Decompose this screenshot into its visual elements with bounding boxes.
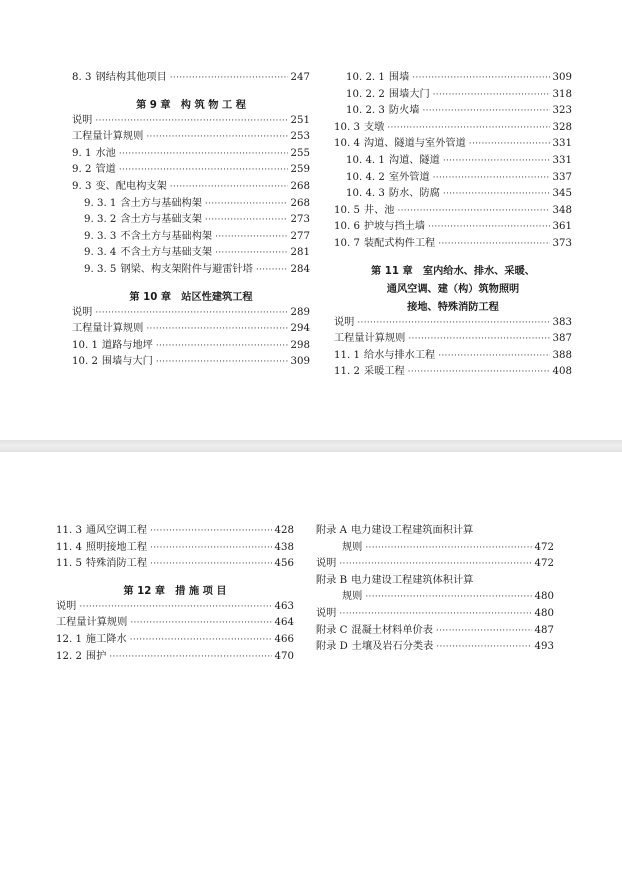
toc-entry[interactable] <box>316 624 554 638</box>
toc-entry-number: 10. 6 <box>334 221 360 233</box>
toc-entry-title: 围墙与大门 <box>101 356 153 368</box>
toc-entry[interactable] <box>84 246 310 260</box>
toc-entry-title: 施工降水 <box>85 634 127 645</box>
toc-entry[interactable] <box>334 365 572 379</box>
toc-entry-number: 11. 1 <box>334 349 360 361</box>
dot-leader <box>215 230 287 244</box>
dot-leader <box>428 220 550 234</box>
toc-entry-title: 说明 <box>72 114 93 126</box>
toc-entry[interactable] <box>72 306 310 320</box>
dot-leader <box>150 541 272 555</box>
dot-leader <box>205 213 288 227</box>
toc-entry[interactable] <box>72 114 310 128</box>
toc-page-number: 480 <box>534 608 554 619</box>
dot-leader <box>119 163 288 177</box>
dot-leader <box>150 524 272 538</box>
dot-leader <box>436 624 532 638</box>
dot-leader <box>146 130 287 144</box>
toc-page-number: 345 <box>552 188 572 200</box>
chapter-heading: 第 12 章 措 施 项 目 <box>123 585 227 597</box>
toc-page-number: 464 <box>274 617 294 629</box>
toc-entry-number: 8. 3 <box>72 72 92 83</box>
toc-page-number: 309 <box>290 356 310 368</box>
toc-entry-title: 说明 <box>72 306 93 318</box>
dot-leader <box>79 600 271 614</box>
toc-entry-number: 10. 1 <box>72 339 98 351</box>
toc-entry[interactable] <box>316 607 554 621</box>
toc-page-number: 294 <box>290 323 310 335</box>
dot-leader <box>150 557 272 571</box>
toc-entry-number: 10. 5 <box>334 204 360 216</box>
chapter-heading: 接地、特殊消防工程 <box>407 301 499 313</box>
dot-leader <box>205 197 288 211</box>
dot-leader <box>130 633 272 647</box>
toc-entry-title: 通风空调工程 <box>85 525 148 536</box>
toc-entry[interactable] <box>56 557 294 571</box>
toc-entry-number: 11. 5 <box>56 558 82 570</box>
toc-entry-number: 10. 7 <box>334 238 360 249</box>
toc-entry-number: 9. 1 <box>72 147 92 159</box>
dot-leader <box>365 541 531 555</box>
toc-entry[interactable] <box>346 88 572 102</box>
toc-page-number: 466 <box>274 634 294 645</box>
toc-page-number: 281 <box>290 247 310 259</box>
toc-entry-title: 钢结构其他项目 <box>95 72 167 83</box>
toc-entry-title: 防火墙 <box>388 105 420 117</box>
toc-entry[interactable] <box>84 263 310 277</box>
toc-page-number: 361 <box>552 221 572 233</box>
toc-entry-number: 10. 3 <box>334 121 360 133</box>
toc-entry-number: 9. 2 <box>72 164 92 176</box>
toc-entry-title: 室外管道 <box>388 171 430 183</box>
toc-entry[interactable] <box>316 524 554 538</box>
toc-page-number: 247 <box>290 72 310 83</box>
toc-entry[interactable] <box>56 650 294 664</box>
toc-entry-number: 12. 2 <box>56 650 82 662</box>
dot-leader <box>156 355 288 369</box>
toc-entry-title: 工程量计算规则 <box>56 617 128 629</box>
toc-page-number: 331 <box>552 138 572 150</box>
toc-entry-number: 附录 C <box>316 624 348 636</box>
dot-leader <box>387 121 549 135</box>
toc-entry[interactable] <box>334 121 572 135</box>
toc-entry[interactable] <box>72 355 310 369</box>
toc-page-number: 318 <box>552 88 572 100</box>
toc-page-number: 480 <box>534 591 554 603</box>
page-separator <box>0 440 622 452</box>
toc-entry-number: 11. 4 <box>56 541 82 553</box>
toc-entry[interactable] <box>84 197 310 211</box>
dot-leader <box>95 114 287 128</box>
toc-entry-title: 土壤及岩石分类表 <box>351 641 434 653</box>
toc-page-number: 456 <box>274 558 294 570</box>
chapter-heading: 通风空调、建（构）筑物照明 <box>386 283 520 295</box>
toc-page-number: 387 <box>552 333 572 345</box>
toc-page-number: 472 <box>534 558 554 570</box>
toc-entry-title: 电力建设工程建筑体积计算 <box>351 574 474 586</box>
toc-entry[interactable] <box>334 137 572 151</box>
chapter-heading: 第 9 章 构 筑 物 工 程 <box>136 99 246 111</box>
toc-entry-number: 9. 3. 2 <box>84 214 117 226</box>
dot-leader <box>146 322 287 336</box>
toc-page-number: 331 <box>552 155 572 166</box>
toc-entry[interactable] <box>56 541 294 555</box>
toc-entry[interactable] <box>346 154 572 168</box>
toc-entry[interactable] <box>334 332 572 346</box>
toc-entry-title: 特殊消防工程 <box>85 558 148 570</box>
toc-page-number: 253 <box>290 131 310 143</box>
toc-entry-title: 防水、防腐 <box>388 188 440 200</box>
toc-entry-title: 装配式构件工程 <box>363 238 436 249</box>
toc-page-number: 428 <box>274 525 294 536</box>
toc-entry[interactable] <box>316 574 554 588</box>
toc-entry-number: 9. 3 <box>72 181 92 192</box>
toc-entry-title: 围墙大门 <box>388 88 430 100</box>
toc-entry-title: 含土方与基础支架 <box>120 214 202 226</box>
toc-entry-number: 附录 B <box>316 574 348 586</box>
dot-leader <box>215 246 287 260</box>
dot-leader <box>119 147 288 161</box>
toc-entry-title: 混凝土材料单价表 <box>351 624 433 636</box>
dot-leader <box>438 237 549 251</box>
dot-leader <box>256 263 288 277</box>
toc-entry[interactable] <box>346 187 572 201</box>
toc-entry-number: 10. 2 <box>72 356 98 368</box>
toc-entry-title: 工程量计算规则 <box>72 323 144 335</box>
toc-entry-title: 说明 <box>334 316 355 328</box>
toc-entry-number: 10. 4. 1 <box>346 155 385 166</box>
toc-page-number: 337 <box>552 171 572 183</box>
toc-entry[interactable] <box>334 316 572 330</box>
dot-leader <box>339 607 531 621</box>
toc-entry[interactable] <box>346 171 572 185</box>
dot-leader <box>357 316 549 330</box>
dot-leader <box>156 339 288 353</box>
chapter-heading: 第 11 章 室内给水、排水、采暖、 <box>371 265 535 277</box>
toc-entry[interactable] <box>72 163 310 177</box>
dot-leader <box>339 557 531 571</box>
dot-leader <box>397 204 549 218</box>
toc-entry-number: 10. 4. 3 <box>346 188 385 200</box>
toc-entry-title: 围墙 <box>388 72 410 83</box>
toc-entry-number: 12. 1 <box>56 634 82 645</box>
toc-entry[interactable] <box>72 147 310 161</box>
toc-entry-title: 围护 <box>85 650 107 662</box>
dot-leader <box>408 332 549 346</box>
dot-leader <box>109 650 271 664</box>
toc-entry-number: 10. 2. 2 <box>346 88 385 100</box>
toc-entry-title: 不含土方与基础支架 <box>120 247 213 259</box>
toc-page-number: 438 <box>274 541 294 553</box>
toc-entry-title: 工程量计算规则 <box>72 131 144 143</box>
toc-entry[interactable] <box>342 541 554 555</box>
toc-page-number: 251 <box>290 114 310 126</box>
toc-page-number: 328 <box>552 121 572 133</box>
toc-page-number: 309 <box>552 72 572 83</box>
toc-entry[interactable] <box>56 600 294 614</box>
toc-entry-number: 11. 2 <box>334 366 360 378</box>
dot-leader <box>130 616 271 630</box>
toc-entry[interactable] <box>84 230 310 244</box>
toc-page-number: 408 <box>552 366 572 378</box>
toc-entry[interactable] <box>334 204 572 218</box>
toc-entry[interactable] <box>334 349 572 363</box>
toc-entry[interactable] <box>346 71 572 85</box>
dot-leader <box>412 71 549 85</box>
toc-entry[interactable] <box>72 339 310 353</box>
toc-entry[interactable] <box>56 633 294 647</box>
toc-entry-title: 说明 <box>316 558 337 570</box>
toc-page-number: 463 <box>274 600 294 612</box>
dot-leader <box>438 349 549 363</box>
toc-entry[interactable] <box>334 237 572 251</box>
toc-entry-title: 沟道、隧道 <box>388 155 440 166</box>
toc-page-number: 284 <box>290 264 310 275</box>
toc-entry[interactable] <box>84 213 310 227</box>
toc-entry[interactable] <box>72 71 310 85</box>
toc-entry[interactable] <box>72 130 310 144</box>
toc-entry-title: 管道 <box>95 164 116 176</box>
dot-leader <box>170 71 288 85</box>
toc-entry-number: 10. 4. 2 <box>346 171 385 183</box>
toc-entry[interactable] <box>56 616 294 630</box>
dot-leader <box>422 104 549 118</box>
toc-entry-number: 附录 A <box>316 525 347 536</box>
toc-entry-title: 支墩 <box>363 121 385 133</box>
dot-leader <box>433 171 550 185</box>
toc-entry-number: 10. 2. 1 <box>346 72 385 83</box>
dot-leader <box>443 154 550 168</box>
toc-entry-number: 10. 2. 3 <box>346 105 385 117</box>
toc-entry-number: 9. 3. 1 <box>84 197 117 209</box>
toc-page-number: 277 <box>290 230 310 242</box>
toc-entry-title: 给水与排水工程 <box>363 349 436 361</box>
toc-entry[interactable] <box>56 524 294 538</box>
toc-entry[interactable] <box>334 220 572 234</box>
toc-page-number: 348 <box>552 204 572 216</box>
toc-entry-title: 护坡与挡土墙 <box>363 221 426 233</box>
toc-entry-title: 说明 <box>56 600 77 612</box>
chapter-heading: 第 10 章 站区性建筑工程 <box>129 291 253 303</box>
dot-leader <box>365 590 531 604</box>
dot-leader <box>95 306 287 320</box>
toc-entry-title: 含土方与基础构架 <box>120 197 202 209</box>
dot-leader <box>170 180 288 194</box>
toc-entry-title: 说明 <box>316 608 337 619</box>
toc-page-number: 323 <box>552 105 572 117</box>
toc-page-number: 298 <box>290 339 310 351</box>
toc-entry-title: 水池 <box>95 147 116 159</box>
toc-entry-title: 沟道、隧道与室外管道 <box>363 138 466 150</box>
toc-page-number: 373 <box>552 238 572 249</box>
toc-entry-number: 9. 3. 5 <box>84 264 117 275</box>
toc-page-number: 268 <box>290 197 310 209</box>
dot-leader <box>469 137 550 151</box>
toc-page-number: 470 <box>274 650 294 662</box>
toc-page-number: 493 <box>534 641 554 653</box>
toc-page-number: 383 <box>552 316 572 328</box>
toc-entry[interactable] <box>316 557 554 571</box>
toc-entry-title: 采暖工程 <box>363 366 405 378</box>
toc-page-number: 472 <box>534 541 554 553</box>
toc-entry-number: 11. 3 <box>56 525 82 536</box>
toc-entry-title: 变、配电构支架 <box>95 181 167 192</box>
toc-page-number: 255 <box>290 147 310 159</box>
toc-page-number: 388 <box>552 349 572 361</box>
toc-entry[interactable] <box>346 104 572 118</box>
toc-page-number: 487 <box>534 624 554 636</box>
toc-page-bottom <box>0 452 622 886</box>
toc-entry-title: 不含土方与基础构架 <box>120 230 213 242</box>
toc-entry-title: 工程量计算规则 <box>334 333 406 345</box>
toc-entry-number: 9. 3. 3 <box>84 230 117 242</box>
toc-entry[interactable] <box>316 640 554 654</box>
toc-page-number: 259 <box>290 164 310 176</box>
toc-entry-number: 9. 3. 4 <box>84 247 117 259</box>
toc-entry-title: 电力建设工程建筑面积计算 <box>350 525 474 536</box>
toc-entry[interactable] <box>342 590 554 604</box>
toc-entry[interactable] <box>72 322 310 336</box>
dot-leader <box>436 640 531 654</box>
toc-page-top <box>0 0 622 440</box>
toc-entry-title: 钢梁、构支架附件与避雷针塔 <box>120 264 253 275</box>
dot-leader <box>408 365 550 379</box>
dot-leader <box>433 88 550 102</box>
toc-entry-title: 规则 <box>342 591 363 603</box>
toc-entry-title: 道路与地坪 <box>101 339 153 351</box>
toc-entry-title: 规则 <box>342 541 363 553</box>
toc-entry[interactable] <box>72 180 310 194</box>
toc-entry-title: 井、池 <box>363 204 395 216</box>
toc-entry-number: 附录 D <box>316 641 348 653</box>
toc-page-number: 268 <box>290 181 310 192</box>
toc-entry-title: 照明接地工程 <box>85 541 148 553</box>
dot-leader <box>443 187 550 201</box>
toc-page-number: 273 <box>290 214 310 226</box>
toc-page-number: 289 <box>290 306 310 318</box>
toc-entry-number: 10. 4 <box>334 138 360 150</box>
